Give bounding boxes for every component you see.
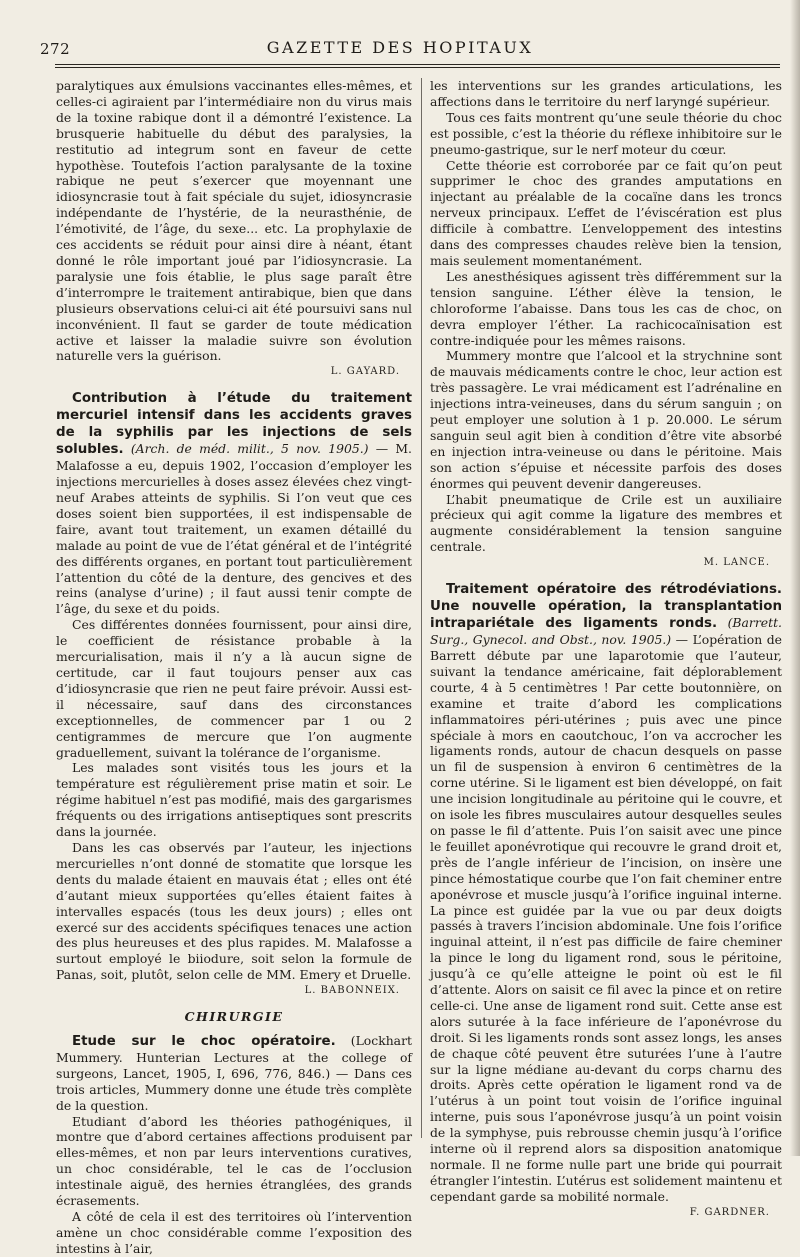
intro-paragraph: paralytiques aux émulsions vaccinantes elles-mêmes, et celles-ci agiraient par l’intermédiaire non du virus mais de la toxine rabique dont il a démontré l’existence. La brusquerie habituelle du début des paralysies, la restitutio ad integrum sont en faveur de cette hypothèse. Toutefois l’action paralysante de la toxine rabique ne peut s’exercer que moyennant une idiosyncrasie tout à fait spéciale du sujet, idiosyncrasie indépendante de l’hystérie, de la neurasthénie, de l’émotivité, de l’âge, du sexe... etc. La prophylaxie de ces accidents se réduit pour ainsi dire à néant, étant donné le rôle important joué par l’idiosyncrasie. La paralysie une fois établie, le plus sage paraît être d’interrompre le traitement antirabique, bien que dans plusieurs observations celui-ci ait été poursuivi sans nul inconvénient. Il faut se garder de toute médication active et laisser la maladie suivre son évolution naturelle vers la guérison. bbox=[56, 78, 412, 364]
header-rule bbox=[55, 64, 780, 68]
article-retro-title: Traitement opératoire des rétrodéviations. Une nouvelle opération, la transplantation intrapariétale des ligaments ronds. bbox=[430, 582, 782, 632]
article-choc-lead bbox=[56, 1033, 412, 1114]
article-choc-cont-p5: Mummery montre que l’alcool et la strychnine sont de mauvais médicaments contre le choc, leur action est très passagère. Le vrai médicament est l’adrénaline en injections intra-veineuses, dans du sérum sanguin ; on peut employer une solution à 1 p. 20.000. Le sérum sanguin seul agit bien à condition d’être vite absorbé en injection intra-veineuse ou dans le péritoine. Mais son action s’épuise et nécessite parfois des doses énormes qui peuvent devenir dangereuses. bbox=[430, 348, 782, 491]
signature-gardner: F. GARDNER. bbox=[689, 1206, 770, 1218]
signature-babonneix: L. BABONNEIX. bbox=[304, 985, 400, 997]
signature-lance: M. LANCE. bbox=[703, 557, 770, 569]
article-retro-lead bbox=[430, 581, 782, 1205]
article-choc-lead-text: — Dans ces trois articles, Mummery donne une étude très complète de la question. bbox=[56, 1065, 412, 1113]
article-syphilis-p3: Les malades sont visités tous les jours et la température est régulièrement prise matin et soir. Le régime habituel n’est pas modifié, mais des gargarismes fréquents ou des irrigations antiseptiques sont prescrits dans la journée. bbox=[56, 760, 412, 840]
article-syphilis-lead bbox=[56, 390, 412, 617]
article-syphilis-p4: Dans les cas observés par l’auteur, les injections mercurielles n’ont donné de stomatite que lorsque les dents du malade étaient en mauvais état ; elles ont été d’autant mieux supportées qu’elles étaient faites à intervalles espacés (tous les deux jours) ; elles ont exercé sur des accidents spécifiques tenaces une action des plus heureuses et des plus rapides. M. Malafosse a surtout employé le biiodure, soit selon la formule de Panas, soit, plutôt, selon celle de MM. Emery et Druelle. bbox=[56, 839, 412, 983]
journal-title: GAZETTE DES HOPITAUX bbox=[266, 38, 534, 57]
column-divider bbox=[421, 78, 422, 1138]
article-choc-p3: A côté de cela il est des territoires où l’intervention amène un choc considérable comme l’exposition des intestins à l’air, bbox=[56, 1209, 412, 1256]
article-choc bbox=[56, 1033, 412, 1257]
article-retrodeviations bbox=[430, 581, 782, 1221]
article-choc-cont-p3: Cette théorie est corroborée par ce fait qu’on peut supprimer le choc des grandes amputations en injectant au préalable de la cocaïne dans les troncs nerveux principaux. L’effet de l’éviscération est plus difficile à combattre. L’enveloppement des intestins dans des compresses chaudes relève bien la tension, mais seulement momentanément. bbox=[430, 157, 782, 268]
article-syphilis-lead-text: — M. Malafosse a eu, depuis 1902, l’occasion d’employer les injections mercurielles à doses assez élevées chez vingt-neuf Arabes atteints de syphilis. Si l’on veut que ces doses soient bien supportées, il est indispensable de faire, avant tout traitement, un examen détaillé du malade au point de vue de l’état général et de l’intégrité des différents organes, en portant tout particulièrement l’attention du côté de la denture, des gencives et des reins (analyse d’urine) ; il faut aussi tenir compte de l’âge, du sexe et du poids. bbox=[56, 441, 412, 617]
article-syphilis-title: Contribution à l’étude du traitement mercuriel intensif dans les accidents graves de la syphilis par les injections de sels solubles. bbox=[56, 391, 412, 458]
page-edge-shadow bbox=[790, 0, 800, 1156]
right-column bbox=[430, 78, 782, 1218]
article-retro-source: (Barrett. Surg., Gynecol. and Obst., nov. 1905.) bbox=[430, 615, 782, 648]
article-syphilis-p2: Ces différentes données fournissent, pour ainsi dire, le coefficient de résistance probable à la mercurialisation, mais il n’y a là aucun signe de certitude, car il faut toujours penser aux cas d’idiosyncrasie que rien ne peut faire prévoir. Aussi est-il nécessaire, sauf dans des circonstances exceptionnelles, de commencer par 1 ou 2 centigrammes de mercure que l’on augmente graduellement, suivant la tolérance de l’organisme. bbox=[56, 617, 412, 760]
left-column bbox=[56, 78, 412, 1256]
page-number: 272 bbox=[40, 40, 71, 58]
article-choc-cont-p4: Les anesthésiques agissent très différemment sur la tension sanguine. L’éther élève la tension, le chloroforme l’abaisse. Dans tous les cas de choc, on devra employer l’éther. La rachicocaïnisation est contre-indiquée pour les mêmes raisons. bbox=[430, 268, 782, 348]
signature-gayard: L. GAYARD. bbox=[330, 366, 400, 378]
article-choc-cont-p2: Tous ces faits montrent qu’une seule théorie du choc est possible, c’est la théorie du réflexe inhibitoire sur le pneumo-gastrique, sur le nerf moteur du cœur. bbox=[430, 109, 782, 157]
article-choc-cont-p6: L’habit pneumatique de Crile est un auxiliaire précieux qui agit comme la ligature des membres et augmente considérablement la tension sanguine centrale. bbox=[430, 491, 782, 555]
article-choc-cont-p1: les interventions sur les grandes articulations, les affections dans le territoire du nerf laryngé supérieur. bbox=[430, 78, 782, 109]
section-title-chirurgie: CHIRURGIE bbox=[184, 1009, 284, 1025]
article-choc-title: Etude sur le choc opératoire. bbox=[72, 1033, 336, 1049]
article-syphilis-source: (Arch. de méd. milit., 5 nov. 1905.) bbox=[130, 441, 369, 457]
article-retro-lead-text: — L’opération de Barrett débute par une laparotomie que l’auteur, suivant la tendance américaine, fait déplorablement courte, 4 à 5 centimètres ! Par cette boutonnière, on examine et traite d’abord les complications inflammatoires péri-utérines ; puis avec une pince spéciale à mors en caoutchouc, l’on va accrocher les ligaments ronds, autour de chacun desquels on passe un fil de suspension à environ 6 centimètres de la corne utérine. Si le ligament est bien développé, on fait une incision longitudinale au péritoine qui le couvre, et on isole les fibres musculaires autour desquelles seules on passe le fil d’attente. Puis l’on saisit avec une pince le feuillet aponévrotique qui recouvre le grand droit et, près de l’angle inférieur de l’incision, on insère une pince hémostatique courbe que l’on fait cheminer entre aponévrose et muscle jusqu’à l’orifice inguinal interne. La pince est guidée par la vue ou par deux doigts passés à travers l’incision abdominale. Une fois l’orifice inguinal atteint, il n’est pas difficile de faire cheminer la pince le long du ligament rond, sous le péritoine, jusqu’à ce qu’elle atteigne le point où est le fil d’attente. Alors on saisit ce fil avec la pince et on retire celle-ci. Une anse de ligament rond suit. Cette anse est alors suturée à la face inférieure de l’aponévrose du droit. Si les ligaments ronds sont assez longs, les anses de chaque côté peuvent être suturées l’une à l’autre sur la ligne médiane au-devant du corps charnu des droits. Après cette opération le ligament rond va de l’utérus à un point tout voisin de l’orifice inguinal interne, puis sous l’aponévrose jusqu’à un point voisin de la symphyse, puis rebrousse chemin jusqu’à l’orifice interne où il reprend alors sa disposition anatomique normale. Il ne forme nulle part une bride qui pourrait étrangler l’intestin. L’utérus est solidement maintenu et cependant garde sa mobilité normale. bbox=[430, 632, 782, 1204]
article-syphilis bbox=[56, 390, 412, 999]
article-choc-p2: Etudiant d’abord les théories pathogéniques, il montre que d’abord certaines affections produisent par elles-mêmes, et non par leurs interventions curatives, un choc considérable, tel le cas de l’occlusion intestinale aiguë, des hernies étranglées, des grands écrasements. bbox=[56, 1113, 412, 1209]
article-choc-source: (Lockhart Mummery. Hunterian Lectures at the college of surgeons, Lancet, 1905, I, 696, 776, 846.) bbox=[56, 1032, 412, 1081]
